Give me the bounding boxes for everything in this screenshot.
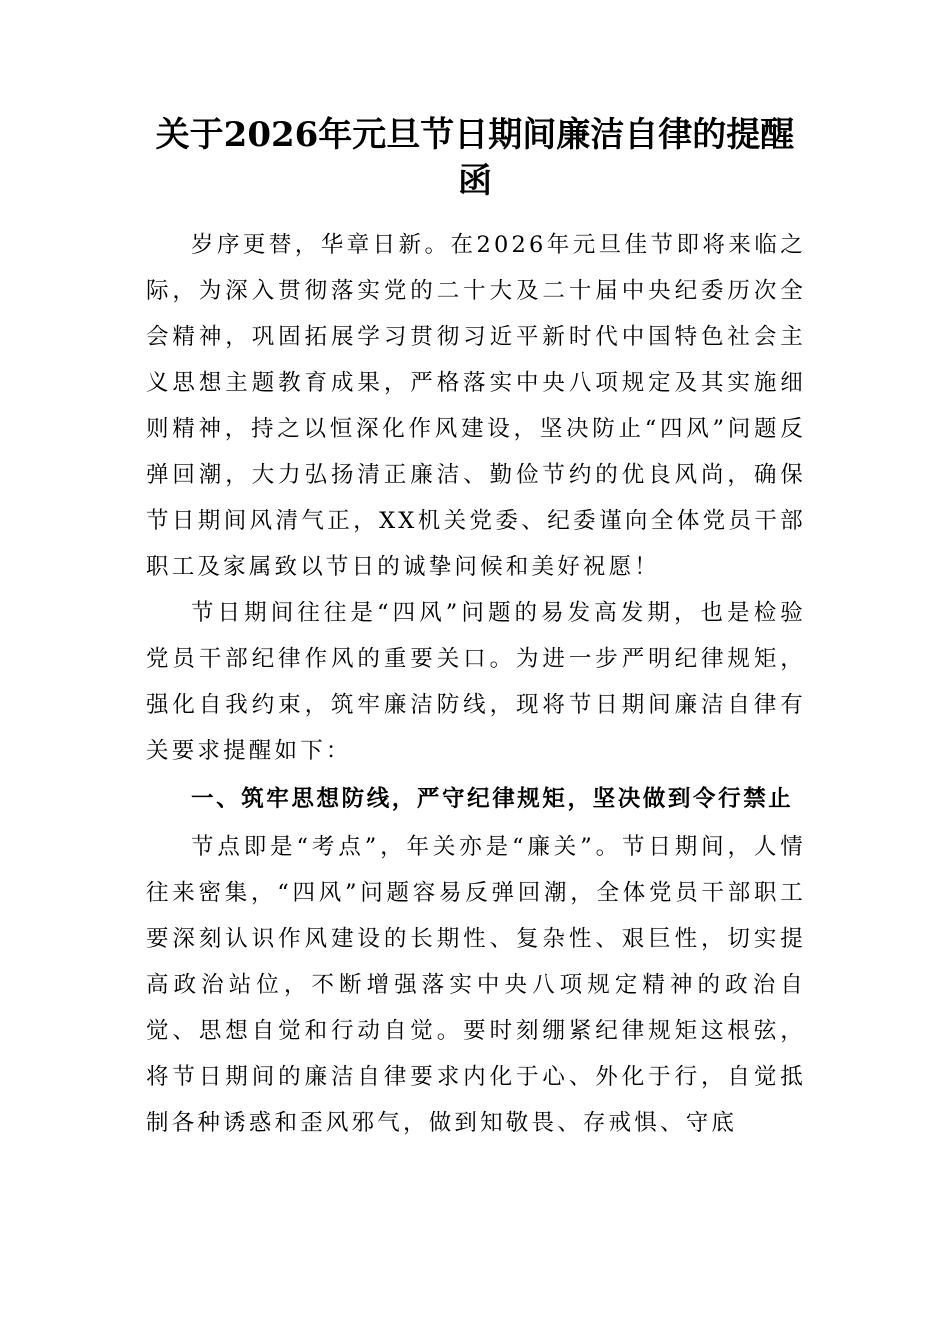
intro-paragraph: 岁序更替，华章日新。在2026年元旦佳节即将来临之际，为深入贯彻落实党的二十大及二十届中央纪委历次全会精神，巩固拓展学习贯彻习近平新时代中国特色社会主义思想主题教育成果，严格落实中央八项规定及其实施细则精神，持之以恒深化作风建设，坚决防止“四风”问题反弹回潮，大力弘扬清正廉洁、勤俭节约的优良风尚，确保节日期间风清气正，XX机关党委、纪委谨向全体党员干部职工及家属致以节日的诚挚问候和美好祝愿！: [146, 232, 806, 580]
section-heading: 一、筑牢思想防线，严守纪律规矩，坚决做到令行禁止: [191, 786, 794, 812]
section-paragraph: 节点即是“考点”，年关亦是“廉关”。节日期间，人情往来密集，“四风”问题容易反弹回潮，全体党员干部职工要深刻认识作风建设的长期性、复杂性、艰巨性，切实提高政治站位，不断增强落实中央八项规定精神的政治自觉、思想自觉和行动自觉。要时刻绷紧纪律规矩这根弦，将节日期间的廉洁自律要求内化于心、外化于行，自觉抵制各种诱惑和歪风邪气，做到知敬畏、存戒惧、守底: [146, 834, 806, 1136]
document-title: 关于2026年元旦节日期间廉洁自律的提醒函: [155, 115, 795, 201]
document-body: [146, 222, 806, 1146]
purpose-paragraph: 节日期间往往是“四风”问题的易发高发期，也是检验党员干部纪律作风的重要关口。为进一步严明纪律规矩，强化自我约束，筑牢廉洁防线，现将节日期间廉洁自律有关要求提醒如下：: [146, 600, 806, 764]
